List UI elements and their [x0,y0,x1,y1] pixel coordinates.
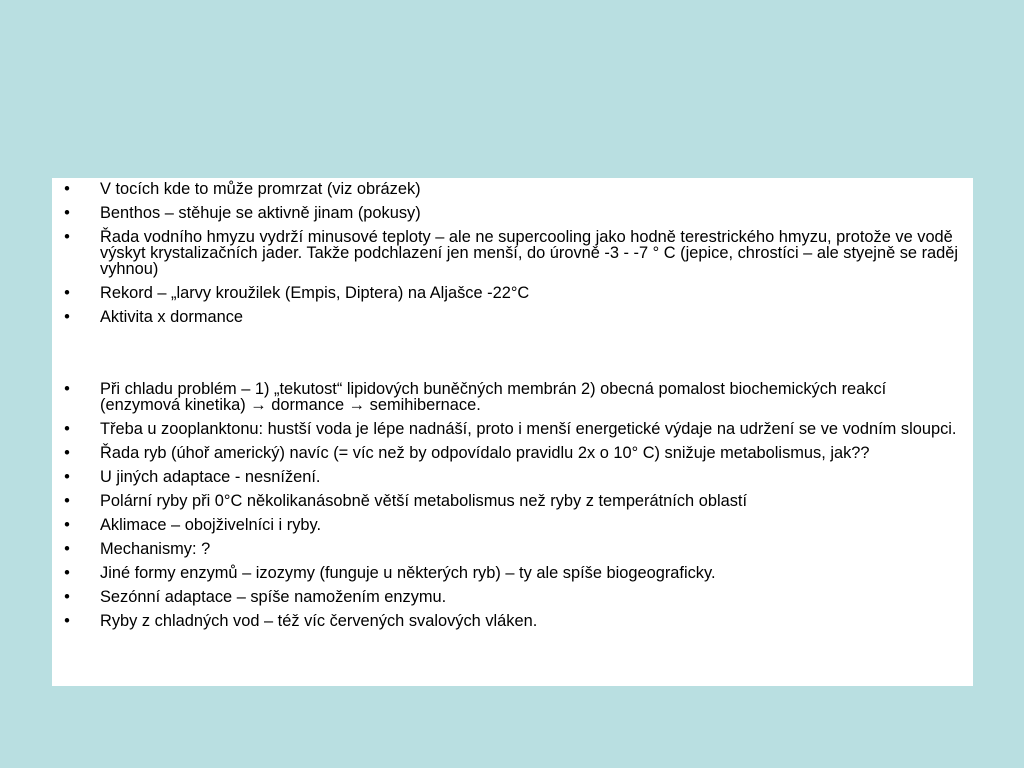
bullet-icon: • [64,588,70,606]
list-item [52,517,973,533]
bullet-icon: • [64,540,70,558]
list-item-text: Aklimace – obojživelníci i ryby. [100,516,322,534]
list-item [52,493,973,509]
list-item [52,205,973,221]
bullet-icon: • [64,204,70,222]
list-item-text: Sezónní adaptace – spíše namožením enzymu. [100,588,447,606]
list-item-text: Polární ryby při 0°C několikanásobně větší metabolismus než ryby z temperátních oblastí [100,492,748,510]
list-item-text: V tocích kde to může promrzat (viz obrázek) [100,180,421,198]
list-item-text: Při chladu problém – 1) „tekutost“ lipidových buněčných membrán 2) obecná pomalost biochemických reakcí (enzymová kinetika) → dormance → semihibernace. [100,380,887,414]
list-item [52,613,973,629]
bullet-icon: • [64,420,70,438]
bullet-icon: • [64,444,70,462]
list-item [52,309,973,325]
list-item-text: Rekord – „larvy kroužilek (Empis, Diptera) na Aljašce -22°C [100,284,530,302]
list-item [52,565,973,581]
list-item [52,381,973,413]
bullet-icon: • [64,612,70,630]
bullet-icon: • [64,228,70,246]
list-item-text: Mechanismy: ? [100,540,211,558]
bullet-icon: • [64,380,70,398]
list-item-text: Aktivita x dormance [100,308,244,326]
bullet-list [52,181,973,637]
bullet-icon: • [64,516,70,534]
list-item-text: Řada vodního hmyzu vydrží minusové teploty – ale ne supercooling jako hodně terestrického hmyzu, protože ve vodě výskyt krystalizačních jader. Takže podchlazení jen menší, do úrovně -3 - -7 ° C (jepice, chrostíci – ale styejně se raděj vyhnou) [100,228,959,278]
list-item [52,541,973,557]
list-item-text: Benthos – stěhuje se aktivně jinam (pokusy) [100,204,421,222]
list-item [52,469,973,485]
list-item-text: Jiné formy enzymů – izozymy (funguje u některých ryb) – ty ale spíše biogeograficky. [100,564,716,582]
list-item [52,589,973,605]
list-item-text: Třeba u zooplanktonu: hustší voda je lépe nadnáší, proto i menší energetické výdaje na udržení se ve vodním sloupci. [100,420,957,438]
list-item [52,445,973,461]
list-item [52,181,973,197]
list-item [52,285,973,301]
bullet-icon: • [64,564,70,582]
bullet-icon: • [64,492,70,510]
bullet-icon: • [64,180,70,198]
bullet-icon: • [64,468,70,486]
bullet-icon: • [64,308,70,326]
content-box [52,178,973,686]
list-item [52,229,973,277]
list-item-text: Řada ryb (úhoř americký) navíc (= víc než by odpovídalo pravidlu 2x o 10° C) snižuje metabolismus, jak?? [100,444,870,462]
list-item [52,421,973,437]
bullet-icon: • [64,284,70,302]
list-item-text: U jiných adaptace - nesnížení. [100,468,321,486]
list-item-text: Ryby z chladných vod – též víc červených svalových vláken. [100,612,538,630]
